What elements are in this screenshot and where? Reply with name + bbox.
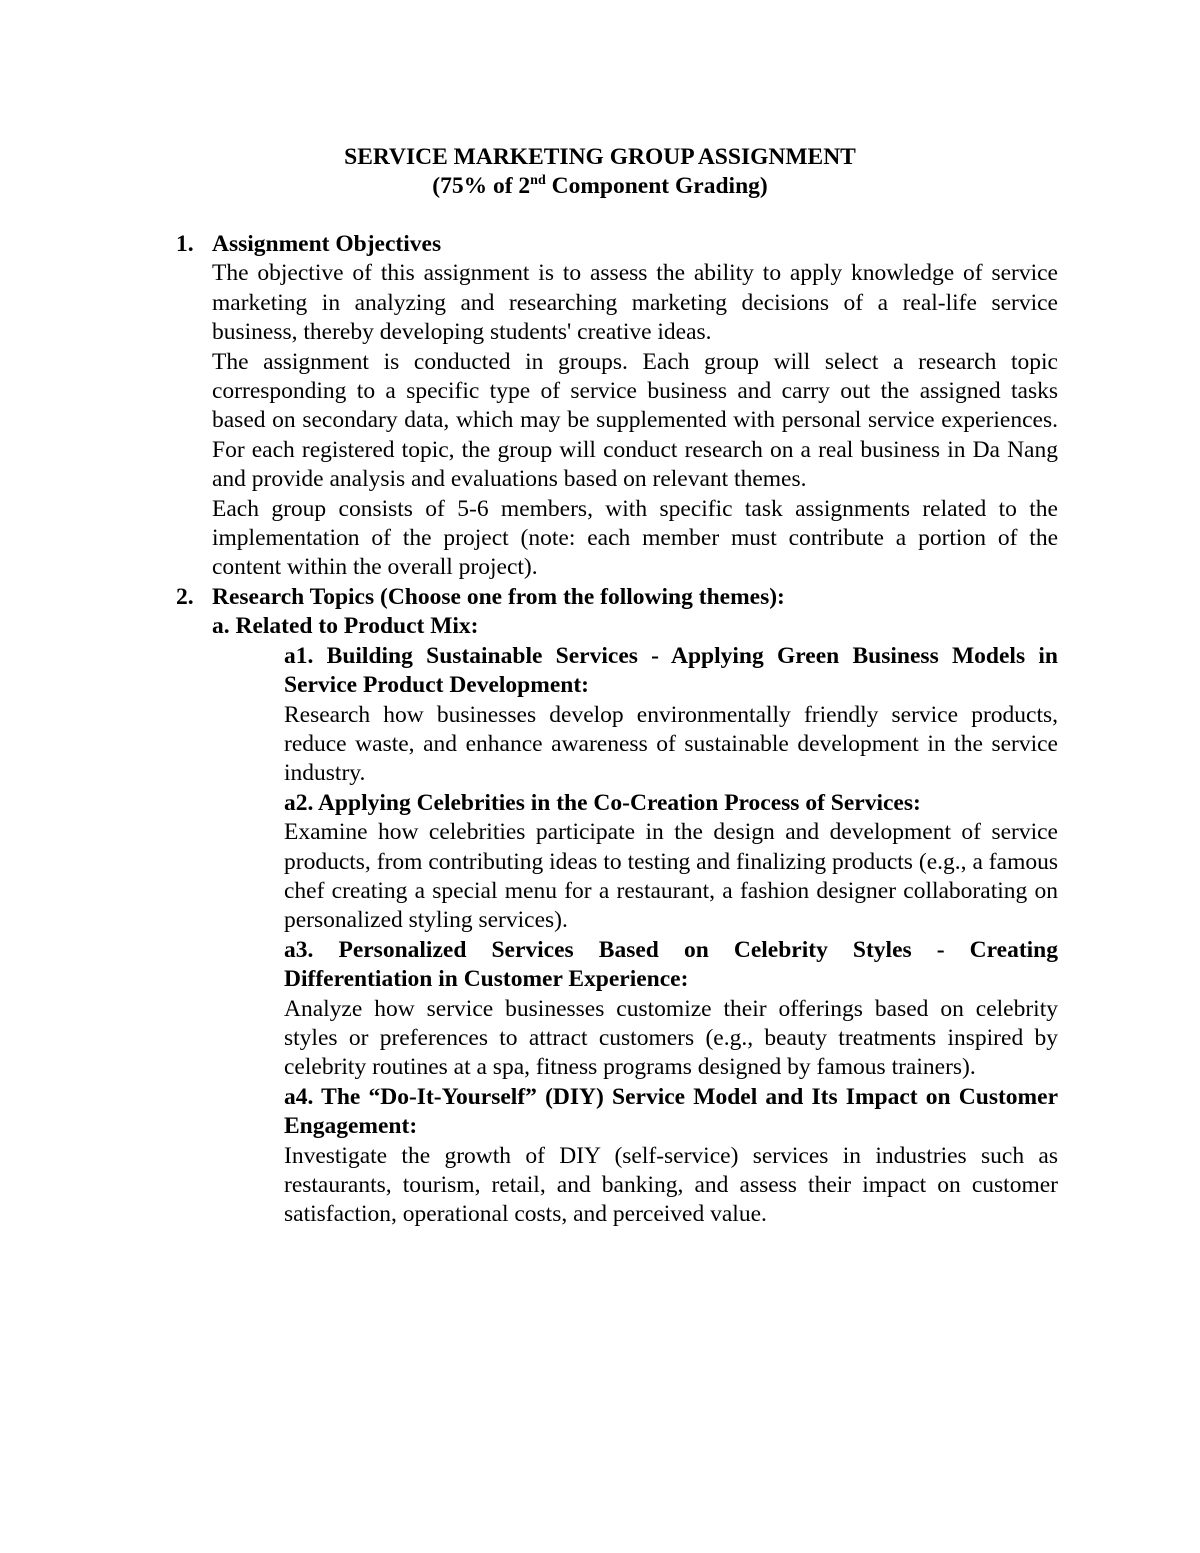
topic-description: Investigate the growth of DIY (self-service) services in industries such as restaurants, tourism, retail, and banking, and assess their impact on customer satisfaction, operational costs, and perceived value. [284,1142,1058,1228]
paragraph: Each group consists of 5-6 members, with specific task assignments related to the implementation of the project (note: each member must contribute a portion of the content within the overall project). [212,495,1058,581]
title-line-2-prefix: (75% of 2 [432,173,531,199]
section-objectives [176,230,1058,583]
topic-title: a4. The “Do-It-Yourself” (DIY) Service Model and Its Impact on Customer Engagement: [284,1083,1058,1140]
section-research-topics [176,583,1058,1230]
subsection-heading: a. Related to Product Mix: [212,613,479,640]
topic-description: Research how businesses develop environmentally friendly service products, reduce waste, and enhance awareness of sustainable development in the service industry. [284,701,1058,787]
topic-list [284,642,1058,1230]
paragraph: The objective of this assignment is to assess the ability to apply knowledge of service marketing in analyzing and researching marketing decisions of a real-life service business, thereby developing students' creative ideas. [212,260,1058,346]
section-number: 1. [176,231,194,257]
topic-description: Analyze how service businesses customize their offerings based on celebrity styles or preferences to attract customers (e.g., beauty treatments inspired by celebrity routines at a spa, fitness programs designed by famous trainers). [284,995,1058,1081]
section-heading: Assignment Objectives [212,231,442,257]
paragraph: The assignment is conducted in groups. Each group will select a research topic corresponding to a specific type of service business and carry out the assigned tasks based on secondary data, which may be supplemented with personal service experiences. For each registered topic, the group will conduct research on a real business in Da Nang and provide analysis and evaluations based on relevant themes. [212,348,1058,493]
topic-item [284,789,1058,936]
topic-description: Examine how celebrities participate in the design and development of service products, from contributing ideas to testing and finalizing products (e.g., a famous chef creating a special menu for a restaurant, a fashion designer collaborating on personalized styling services). [284,819,1058,934]
title-line-1: SERVICE MARKETING GROUP ASSIGNMENT [344,144,856,170]
title-line-2 [0,172,1200,201]
topic-item [284,1083,1058,1230]
topic-item [284,936,1058,1083]
topic-title: a2. Applying Celebrities in the Co-Creation Process of Services: [284,789,921,816]
topic-title: a1. Building Sustainable Services - Applying Green Business Models in Service Product Development: [284,642,1058,699]
title-line-2-suffix: Component Grading) [545,173,768,199]
document-title [0,143,1200,201]
topic-title: a3. Personalized Services Based on Celebrity Styles - Creating Differentiation in Customer Experience: [284,936,1058,993]
section-heading: Research Topics (Choose one from the following themes): [212,583,785,610]
section-number: 2. [176,583,194,610]
title-line-2-superscript: nd [530,173,546,188]
topic-item [284,642,1058,789]
